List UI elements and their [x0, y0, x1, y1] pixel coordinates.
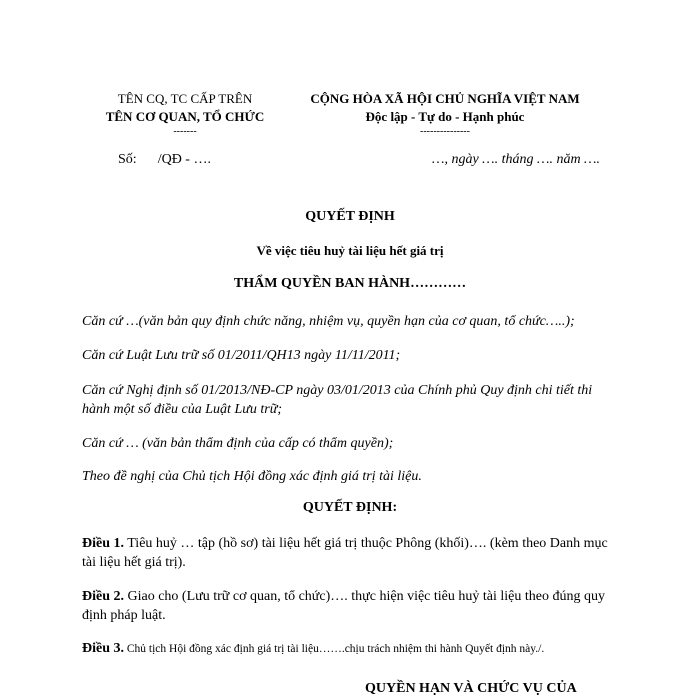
header-left-rule: ------- [173, 126, 197, 137]
decision-heading: QUYẾT ĐỊNH: [302, 500, 398, 515]
nation-title: CỘNG HÒA XÃ HỘI CHỦ NGHĨA VIỆT NAM [310, 91, 580, 106]
article-3-label: Điều 3. [82, 641, 124, 656]
signature-authority-heading: QUYỀN HẠN VÀ CHỨC VỤ CỦA [365, 681, 577, 696]
article-2-label: Điều 2. [82, 589, 124, 604]
document-subject: Về việc tiêu huỷ tài liệu hết giá trị [256, 243, 444, 258]
number-value: /QĐ - …. [157, 152, 211, 167]
number-label: Số: [118, 152, 137, 167]
article-3 [82, 639, 612, 659]
document-date: …, ngày …. tháng …. năm …. [432, 152, 601, 167]
preamble-clause-5: Theo đề nghị của Chủ tịch Hội đồng xác định giá trị tài liệu. [82, 469, 422, 484]
article-1-text: Tiêu huỷ … tập (hồ sơ) tài liệu hết giá trị thuộc Phông (khối)…. (kèm theo Danh mục tài liệu hết giá trị). [82, 536, 608, 570]
preamble-clause-4: Căn cứ … (văn bản thẩm định của cấp có thẩm quyền); [82, 436, 394, 451]
nation-motto: Độc lập - Tự do - Hạnh phúc [365, 109, 525, 124]
article-1 [82, 534, 612, 572]
article-1-label: Điều 1. [82, 536, 124, 551]
header-left [80, 90, 290, 138]
header-right [285, 90, 605, 138]
header-right-rule: --------------- [420, 126, 470, 137]
preamble-clause-1: Căn cứ …(văn bản quy định chức năng, nhiệm vụ, quyền hạn của cơ quan, tổ chức…..); [82, 314, 575, 329]
document-type-title: QUYẾT ĐỊNH [305, 209, 395, 224]
document-number [118, 151, 211, 169]
article-2-text: Giao cho (Lưu trữ cơ quan, tổ chức)…. thực hiện việc tiêu huỷ tài liệu theo đúng quy định pháp luật. [82, 589, 605, 623]
issuing-authority: THẨM QUYỀN BAN HÀNH………… [233, 276, 467, 291]
article-2 [82, 587, 612, 625]
preamble-clause-3: Căn cứ Nghị định số 01/2013/NĐ-CP ngày 03/01/2013 của Chính phủ Quy định chi tiết thi hành một số điều của Luật Lưu trữ; [82, 383, 593, 417]
parent-agency-name: TÊN CQ, TC CẤP TRÊN [117, 91, 253, 106]
article-3-text: Chủ tịch Hội đồng xác định giá trị tài liệu…….chịu trách nhiệm thi hành Quyết định này./. [124, 643, 545, 655]
preamble-clause-2: Căn cứ Luật Lưu trữ số 01/2011/QH13 ngày 11/11/2011; [82, 348, 401, 363]
agency-name: TÊN CƠ QUAN, TỔ CHỨC [105, 109, 265, 124]
